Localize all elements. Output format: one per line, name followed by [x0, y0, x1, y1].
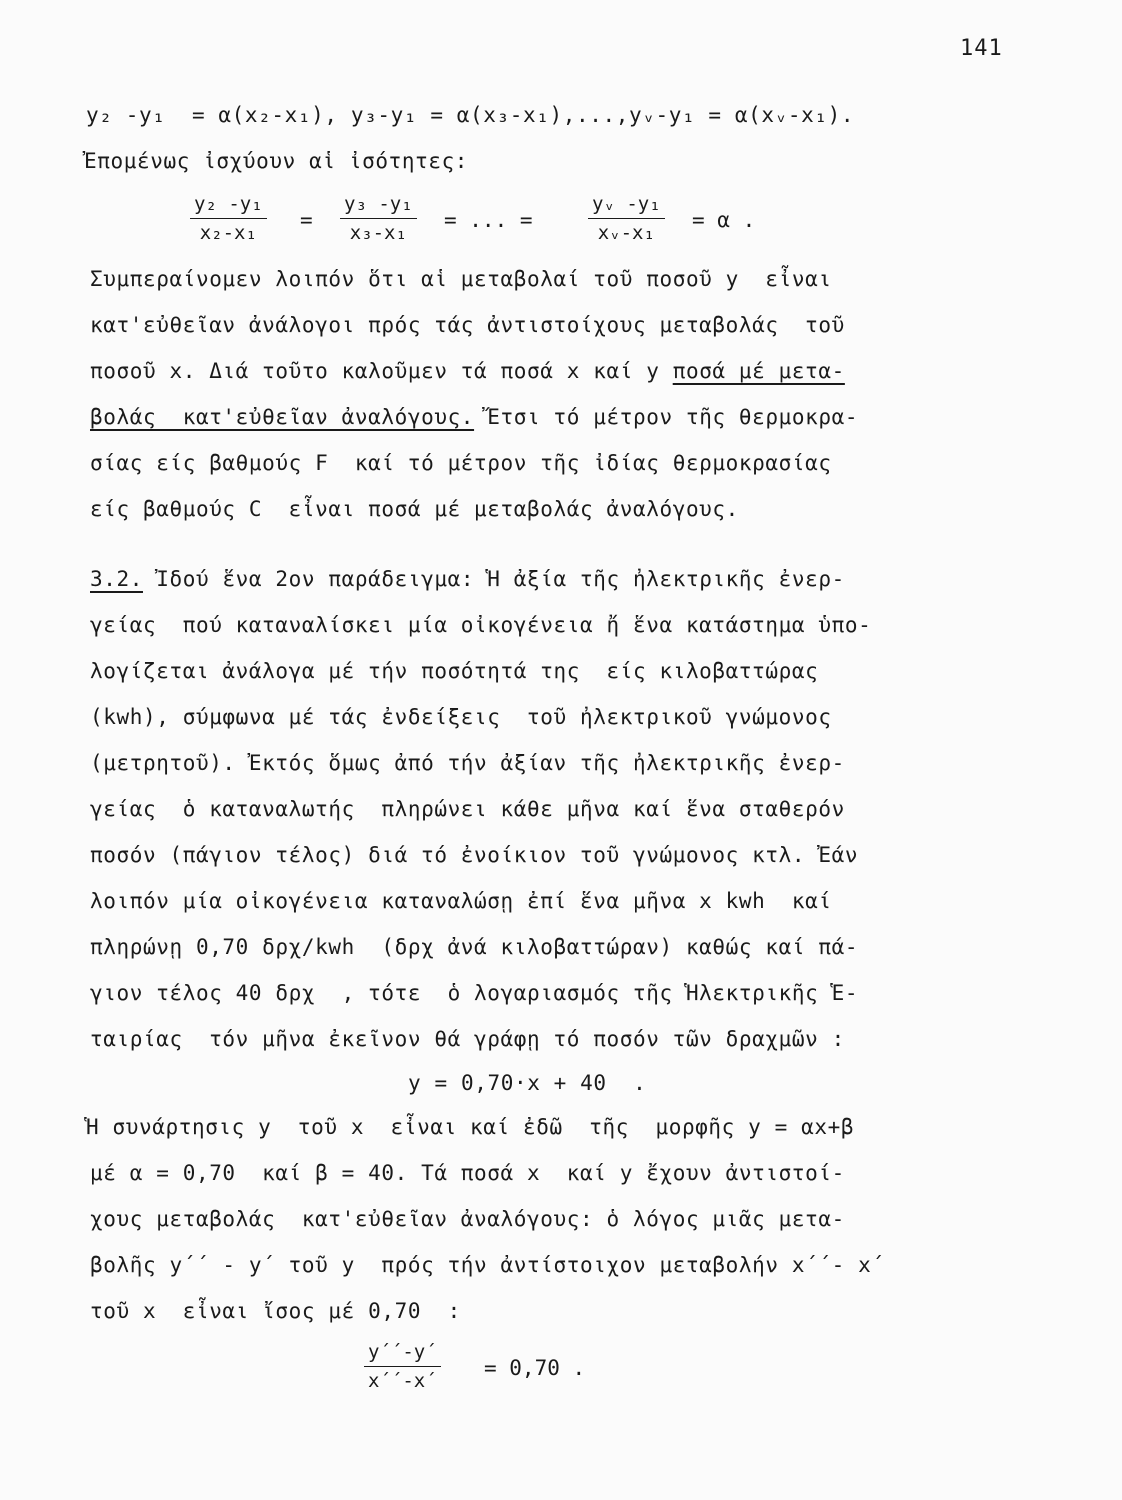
ellipsis-equals: = ... =: [444, 208, 533, 232]
fraction-numerator: y΄΄-y΄: [364, 1340, 441, 1367]
fraction-numerator: y₃ -y₁: [340, 192, 417, 219]
text-line: ταιρίας τόν μῆνα ἐκεῖνον θά γράφῃ τό ποσόν τῶν δραχμῶν :: [90, 1027, 845, 1051]
text-span: ποσοῦ x. Διά τοῦτο καλοῦμεν τά ποσά x καί y: [90, 359, 673, 383]
text-span: Ἰδού ἕνα 2ον παράδειγμα: Ἡ ἀξία τῆς ἠλεκτρικῆς ἐνερ-: [142, 567, 845, 591]
text-line: σίας είς βαθμούς F καί τό μέτρον τῆς ἰδίας θερμοκρασίας: [90, 451, 832, 475]
text-line: λοιπόν μία οἰκογένεια καταναλώσῃ ἐπί ἕνα μῆνα x kwh καί: [90, 889, 832, 913]
text-line: είς βαθμούς C εἶναι ποσά μέ μεταβολάς ἀναλόγους.: [90, 497, 739, 521]
text-line: γείας ὁ καταναλωτής πληρώνει κάθε μῆνα καί ἕνα σταθερόν: [90, 797, 845, 821]
text-line: Ἐπομένως ἰσχύουν αἱ ἰσότητες:: [84, 149, 469, 173]
fraction-2: [340, 192, 417, 245]
text-line: Ἡ συνάρτησις y τοῦ x εἶναι καί ἐδῶ τῆς μορφῆς y = αx+β: [86, 1115, 855, 1139]
text-line: ποσόν (πάγιον τέλος) διά τό ἐνοίκιον τοῦ γνώμονος κτλ. Ἐάν: [90, 843, 859, 867]
fraction-ratio: [364, 1340, 441, 1393]
section-number: 3.2.: [90, 567, 143, 591]
fraction-1: [190, 192, 267, 245]
text-line: [90, 356, 1050, 386]
fraction-numerator: yᵥ -y₁: [588, 192, 665, 219]
underlined-term: βολάς κατ'εὐθεῖαν ἀναλόγους.: [90, 405, 475, 429]
equals-alpha: = α .: [692, 208, 756, 232]
fraction-denominator: x΄΄-x΄: [368, 1370, 437, 1392]
text-line: (kwh), σύμφωνα μέ τάς ἐνδείξεις τοῦ ἠλεκτρικοῦ γνώμονος: [90, 705, 832, 729]
underlined-term: ποσά μέ μετα-: [672, 359, 845, 383]
text-line: μέ α = 0,70 καί β = 40. Τά ποσά x καί y ἔχουν ἀντιστοί-: [90, 1161, 845, 1185]
equation-line-differences: y₂ -y₁ = α(x₂-x₁), y₃-y₁ = α(x₃-x₁),...,yᵥ-y₁ = α(xᵥ-x₁).: [86, 103, 855, 127]
equation-y: y = 0,70·x + 40 .: [408, 1071, 647, 1095]
text-line: γείας πού καταναλίσκει μία οἰκογένεια ἤ ἕνα κατάστημα ὑπο-: [90, 613, 872, 637]
fraction-denominator: x₂-x₁: [199, 222, 257, 244]
text-line: [90, 564, 1050, 594]
text-line: λογίζεται ἀνάλογα μέ τήν ποσότητά της είς κιλοβαττώρας: [90, 659, 819, 683]
fraction-numerator: y₂ -y₁: [190, 192, 267, 219]
text-line: βολῆς y΄΄ - y΄ τοῦ y πρός τήν ἀντίστοιχον μεταβολήν x΄΄- x΄: [90, 1253, 885, 1277]
text-line: [90, 402, 1050, 432]
fraction-denominator: x₃-x₁: [349, 222, 407, 244]
text-line: χους μεταβολάς κατ'εὐθεῖαν ἀναλόγους: ὁ λόγος μιᾶς μετα-: [90, 1207, 845, 1231]
fraction-denominator: xᵥ-x₁: [597, 222, 655, 244]
text-span: Ἔτσι τό μέτρον τῆς θερμοκρα-: [474, 405, 859, 429]
text-line: Συμπεραίνομεν λοιπόν ὅτι αἱ μεταβολαί τοῦ ποσοῦ y εἶναι: [90, 267, 832, 291]
fraction-3: [588, 192, 665, 245]
page-number: 141: [960, 36, 1003, 61]
equals-value: = 0,70 .: [484, 1356, 586, 1380]
text-line: πληρώνῃ 0,70 δρχ/kwh (δρχ ἀνά κιλοβαττώραν) καθώς καί πά-: [90, 935, 859, 959]
equals-sign: =: [300, 208, 313, 232]
text-line: κατ'εὐθεῖαν ἀνάλογοι πρός τάς ἀντιστοίχους μεταβολάς τοῦ: [90, 313, 845, 337]
text-line: (μετρητοῦ). Ἐκτός ὅμως ἀπό τήν ἀξίαν τῆς ἠλεκτρικῆς ἐνερ-: [90, 751, 845, 775]
text-line: γιον τέλος 40 δρχ , τότε ὁ λογαριασμός τῆς Ἡλεκτρικῆς Ἑ-: [90, 981, 859, 1005]
text-line: τοῦ x εἶναι ἴσος μέ 0,70 :: [90, 1299, 461, 1323]
